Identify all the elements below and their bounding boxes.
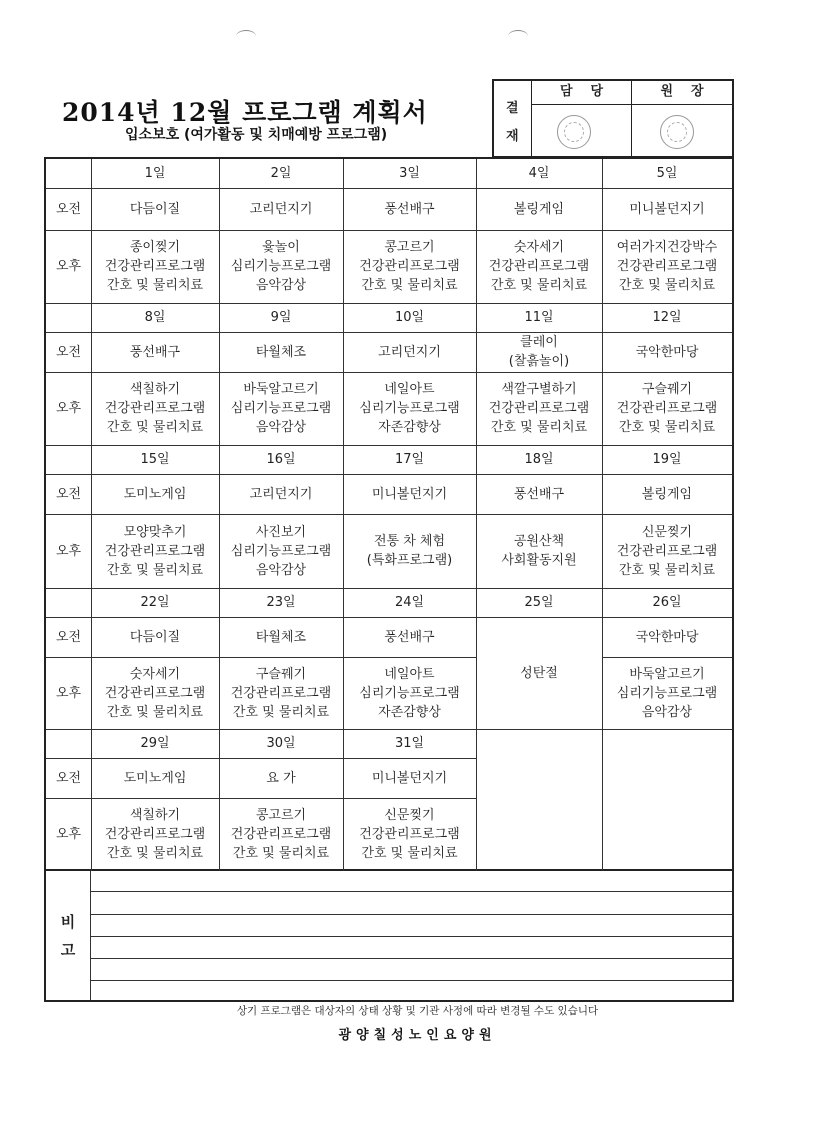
morning-activity-cell [343, 617, 476, 657]
staff-seal-stamp [557, 115, 591, 149]
row-label-afternoon-line: 오후 [55, 685, 82, 701]
remarks-line [91, 936, 732, 937]
remarks-line [91, 958, 732, 959]
row-label-afternoon [46, 657, 91, 729]
punch-hole-right [508, 30, 528, 43]
afternoon-activity-cell-line: 간호 및 물리치료 [232, 846, 330, 861]
afternoon-activity-cell-line: 건강관리프로그램 [104, 827, 206, 842]
afternoon-activity-cell-line: 색칠하기 [129, 382, 181, 397]
row-label-afternoon [46, 230, 91, 303]
afternoon-activity-cell-line: 건강관리프로그램 [104, 685, 206, 701]
row-label-morning [46, 474, 91, 514]
afternoon-activity-cell-line: 간호 및 물리치료 [232, 704, 330, 720]
morning-activity-cell [219, 617, 343, 657]
afternoon-activity-cell-line: 건강관리프로그램 [359, 827, 460, 842]
remarks-label [46, 871, 91, 1000]
afternoon-activity-cell-line: 사회활동지원 [501, 553, 577, 568]
approval-col-staff-header: 담당 [532, 81, 631, 105]
morning-activity-cell-line: 도미노게임 [123, 486, 187, 502]
afternoon-activity-cell-line: 건강관리프로그램 [104, 543, 206, 559]
afternoon-activity-cell-line: 간호 및 물리치료 [618, 278, 716, 293]
afternoon-activity-cell-line: 간호 및 물리치료 [106, 704, 204, 720]
afternoon-activity-cell [91, 372, 219, 445]
morning-activity-cell-line: 클레이 [520, 335, 558, 350]
remarks-section [44, 871, 734, 1002]
date-cell-line: 8일 [144, 310, 166, 325]
approval-col-director [632, 81, 732, 156]
morning-activity-cell-line: 볼링게임 [513, 201, 565, 217]
schedule-table [44, 157, 734, 871]
date-cell-line: 16일 [266, 452, 296, 467]
date-cell-line: 25일 [524, 595, 554, 610]
morning-activity-cell-line: 풍선배구 [384, 629, 435, 645]
afternoon-activity-cell-line: 심리기능프로그램 [359, 401, 460, 416]
date-cell-line: 4일 [528, 166, 550, 181]
afternoon-activity-cell [91, 798, 219, 871]
row-label-morning [46, 332, 91, 372]
morning-activity-cell [602, 617, 732, 657]
afternoon-activity-cell-line: 간호 및 물리치료 [106, 278, 204, 293]
date-cell [602, 588, 732, 617]
afternoon-activity-cell-line: 간호 및 물리치료 [490, 420, 588, 435]
row-label-afternoon-line: 오후 [55, 401, 82, 416]
afternoon-activity-cell-line: 간호 및 물리치료 [490, 278, 588, 293]
afternoon-activity-cell [602, 372, 732, 445]
date-cell [219, 303, 343, 332]
page-title: 2014년 12월 프로그램 계획서 [62, 98, 428, 127]
morning-activity-cell-line: 도미노게임 [123, 770, 187, 786]
date-cell [602, 445, 732, 474]
date-cell [91, 588, 219, 617]
director-seal-stamp [660, 115, 694, 149]
morning-activity-cell-line: 풍선배구 [384, 201, 435, 217]
afternoon-activity-cell-line: 건강관리프로그램 [616, 543, 718, 559]
morning-activity-cell-line: 요 가 [266, 770, 296, 786]
morning-activity-cell-line: 고리던지기 [249, 201, 313, 217]
remarks-line [91, 891, 732, 892]
morning-activity-cell [91, 758, 219, 798]
morning-activity-cell-line: 다듬이질 [129, 201, 181, 217]
afternoon-activity-cell-line: 바둑알고르기 [629, 666, 705, 682]
afternoon-activity-cell [476, 230, 602, 303]
morning-activity-cell-line: 타월체조 [255, 629, 307, 645]
morning-activity-cell [219, 332, 343, 372]
afternoon-activity-cell-line: 여러가지건강박수 [616, 240, 718, 255]
afternoon-activity-cell-line: 간호 및 물리치료 [618, 420, 716, 435]
afternoon-activity-cell-line: 간호 및 물리치료 [106, 562, 204, 578]
morning-activity-cell [602, 188, 732, 230]
afternoon-activity-cell-line: 구슬꿰기 [641, 382, 693, 397]
morning-activity-cell [219, 758, 343, 798]
afternoon-activity-cell [602, 514, 732, 588]
approval-col-director-header: 원장 [632, 81, 732, 105]
date-cell [476, 588, 602, 617]
punch-hole-left [236, 30, 256, 43]
afternoon-activity-cell-line: 건강관리프로그램 [104, 401, 206, 416]
afternoon-activity-cell-line: 건강관리프로그램 [616, 401, 718, 416]
morning-activity-cell [602, 474, 732, 514]
date-cell-line: 5일 [656, 166, 678, 181]
row-label-afternoon [46, 372, 91, 445]
morning-activity-cell-line: 타월체조 [255, 344, 307, 360]
afternoon-activity-cell [91, 514, 219, 588]
date-cell [219, 588, 343, 617]
approval-box [492, 79, 734, 158]
date-cell-line: 9일 [270, 310, 292, 325]
morning-activity-cell-line: 다듬이질 [129, 629, 181, 645]
date-cell [343, 588, 476, 617]
afternoon-activity-cell [219, 657, 343, 729]
afternoon-activity-cell-line: 자존감향상 [378, 704, 441, 720]
afternoon-activity-cell-line: 간호 및 물리치료 [106, 846, 204, 861]
morning-activity-cell [343, 188, 476, 230]
morning-activity-cell [91, 474, 219, 514]
afternoon-activity-cell-line: 음악감상 [641, 704, 693, 720]
row-label-morning-line: 오전 [55, 201, 82, 217]
afternoon-activity-cell-line: 신문찢기 [384, 808, 435, 823]
date-cell [476, 445, 602, 474]
afternoon-activity-cell-line: 건강관리프로그램 [230, 685, 332, 701]
remarks-label-char-2: 고 [60, 940, 76, 959]
footer-organization: 광양칠성노인요양원 [338, 1028, 497, 1043]
date-cell [91, 159, 219, 188]
afternoon-activity-cell-line: 신문찢기 [641, 524, 693, 540]
afternoon-activity-cell [91, 657, 219, 729]
afternoon-activity-cell-line: 간호 및 물리치료 [361, 278, 458, 293]
afternoon-activity-cell-line: 사진보기 [255, 524, 307, 540]
afternoon-activity-cell [343, 657, 476, 729]
afternoon-activity-cell-line: 모양맞추기 [123, 524, 187, 540]
afternoon-activity-cell-line: 네일아트 [384, 666, 435, 682]
date-cell-line: 26일 [652, 595, 682, 610]
afternoon-activity-cell-line: 심리기능프로그램 [359, 685, 460, 701]
morning-activity-cell-line: 풍선배구 [513, 486, 565, 502]
afternoon-activity-cell [219, 514, 343, 588]
approval-label-bottom: 재 [506, 129, 519, 144]
morning-activity-cell [476, 332, 602, 372]
row-label-morning-line: 오전 [55, 770, 82, 786]
afternoon-activity-cell-line: 종이찢기 [129, 240, 181, 255]
afternoon-activity-cell-line: 숫자세기 [129, 666, 181, 682]
afternoon-activity-cell-line: 콩고르기 [255, 808, 307, 823]
afternoon-activity-cell-line: 심리기능프로그램 [230, 259, 332, 274]
row-label-morning-line: 오전 [55, 486, 82, 502]
remarks-line [91, 980, 732, 981]
afternoon-activity-cell [602, 230, 732, 303]
morning-activity-cell-line: 미니볼던지기 [629, 201, 705, 217]
afternoon-activity-cell-line: 간호 및 물리치료 [106, 420, 204, 435]
remarks-label-char-1: 비 [60, 912, 76, 931]
row-label-afternoon-line: 오후 [55, 827, 82, 842]
afternoon-activity-cell [476, 514, 602, 588]
afternoon-activity-cell [343, 372, 476, 445]
date-cell [476, 303, 602, 332]
morning-activity-cell [91, 617, 219, 657]
afternoon-activity-cell-line: 네일아트 [384, 382, 435, 397]
date-cell [602, 303, 732, 332]
morning-activity-cell-line: 볼링게임 [641, 486, 693, 502]
approval-label-top: 결 [506, 101, 519, 116]
footer-disclaimer: 상기 프로그램은 대상자의 상태 상황 및 기관 사정에 따라 변경될 수도 있습니다 [236, 1005, 599, 1017]
row-label-afternoon [46, 514, 91, 588]
remarks-line [91, 914, 732, 915]
morning-activity-cell-line: 국악한마당 [635, 344, 699, 360]
holiday-cell [476, 617, 602, 729]
afternoon-activity-cell [343, 230, 476, 303]
row-label-morning [46, 188, 91, 230]
morning-activity-cell [219, 188, 343, 230]
date-cell-line: 1일 [144, 166, 166, 181]
date-cell [219, 159, 343, 188]
morning-activity-cell-line: 고리던지기 [378, 344, 441, 360]
date-cell-line: 15일 [140, 452, 170, 467]
afternoon-activity-cell-line: 심리기능프로그램 [230, 543, 332, 559]
morning-activity-cell [91, 188, 219, 230]
morning-activity-cell-line: 국악한마당 [635, 629, 699, 645]
afternoon-activity-cell-line: 색칠하기 [129, 808, 181, 823]
date-cell [219, 729, 343, 758]
afternoon-activity-cell-line: 공원산책 [513, 534, 565, 549]
afternoon-activity-cell-line: 콩고르기 [384, 240, 435, 255]
afternoon-activity-cell-line: 건강관리프로그램 [230, 827, 332, 842]
row-label-afternoon-line: 오후 [55, 259, 82, 274]
afternoon-activity-cell [219, 798, 343, 871]
afternoon-activity-cell [602, 657, 732, 729]
date-cell-line: 12일 [652, 310, 682, 325]
morning-activity-cell-line: 미니볼던지기 [371, 486, 448, 502]
holiday-cell-line: 성탄절 [520, 665, 558, 681]
approval-label [494, 81, 532, 156]
afternoon-activity-cell [219, 230, 343, 303]
afternoon-activity-cell-line: 건강관리프로그램 [488, 259, 590, 274]
date-cell [343, 303, 476, 332]
morning-activity-cell-line: 미니볼던지기 [371, 770, 448, 786]
afternoon-activity-cell-line: 간호 및 물리치료 [361, 846, 458, 861]
morning-activity-cell [343, 758, 476, 798]
row-label-afternoon [46, 798, 91, 871]
morning-activity-cell [602, 332, 732, 372]
morning-activity-cell [343, 474, 476, 514]
date-cell [476, 159, 602, 188]
afternoon-activity-cell [476, 372, 602, 445]
date-cell-line: 31일 [394, 736, 425, 751]
afternoon-activity-cell-line: 건강관리프로그램 [359, 259, 460, 274]
afternoon-activity-cell-line: 색깔구별하기 [501, 382, 577, 397]
afternoon-activity-cell-line: (특화프로그램) [366, 553, 453, 568]
date-cell-line: 22일 [140, 595, 170, 610]
row-label-morning-line: 오전 [55, 629, 82, 645]
row-label-afternoon-line: 오후 [55, 543, 82, 559]
afternoon-activity-cell-line: 심리기능프로그램 [230, 401, 332, 416]
approval-col-staff [532, 81, 632, 156]
afternoon-activity-cell [343, 798, 476, 871]
afternoon-activity-cell-line: 전통 차 체험 [373, 534, 446, 549]
date-cell [91, 303, 219, 332]
date-cell-line: 24일 [394, 595, 425, 610]
date-cell-line: 23일 [266, 595, 296, 610]
morning-activity-cell-line: (찰흙놀이) [508, 354, 570, 369]
page-subtitle: 입소보호 (여가활동 및 치매예방 프로그램) [125, 127, 388, 143]
afternoon-activity-cell-line: 심리기능프로그램 [616, 685, 718, 701]
row-label-morning [46, 617, 91, 657]
row-label-morning-line: 오전 [55, 344, 82, 360]
date-cell [343, 729, 476, 758]
date-cell-line: 18일 [524, 452, 554, 467]
date-cell [343, 445, 476, 474]
morning-activity-cell-line: 고리던지기 [249, 486, 313, 502]
morning-activity-cell [476, 188, 602, 230]
date-cell [602, 159, 732, 188]
date-cell-line: 19일 [652, 452, 682, 467]
morning-activity-cell [91, 332, 219, 372]
date-cell-line: 11일 [524, 310, 554, 325]
afternoon-activity-cell-line: 간호 및 물리치료 [618, 562, 716, 578]
afternoon-activity-cell-line: 윷놀이 [262, 240, 300, 255]
afternoon-activity-cell-line: 음악감상 [255, 562, 307, 578]
afternoon-activity-cell-line: 음악감상 [255, 420, 307, 435]
date-cell-line: 30일 [266, 736, 296, 751]
date-cell-line: 2일 [270, 166, 292, 181]
row-label-morning [46, 758, 91, 798]
date-cell-line: 17일 [394, 452, 425, 467]
morning-activity-cell-line: 풍선배구 [129, 344, 181, 360]
date-cell [91, 729, 219, 758]
afternoon-activity-cell-line: 구슬꿰기 [255, 666, 307, 682]
afternoon-activity-cell [91, 230, 219, 303]
morning-activity-cell [343, 332, 476, 372]
date-cell-line: 10일 [394, 310, 425, 325]
afternoon-activity-cell-line: 건강관리프로그램 [488, 401, 590, 416]
afternoon-activity-cell-line: 바둑알고르기 [243, 382, 319, 397]
date-cell [343, 159, 476, 188]
afternoon-activity-cell-line: 숫자세기 [513, 240, 565, 255]
date-cell [91, 445, 219, 474]
afternoon-activity-cell-line: 음악감상 [255, 278, 307, 293]
afternoon-activity-cell [219, 372, 343, 445]
morning-activity-cell [476, 474, 602, 514]
date-cell-line: 29일 [140, 736, 170, 751]
morning-activity-cell [219, 474, 343, 514]
afternoon-activity-cell [343, 514, 476, 588]
afternoon-activity-cell-line: 건강관리프로그램 [104, 259, 206, 274]
afternoon-activity-cell-line: 자존감향상 [378, 420, 441, 435]
afternoon-activity-cell-line: 건강관리프로그램 [616, 259, 718, 274]
date-cell-line: 3일 [399, 166, 420, 181]
date-cell [219, 445, 343, 474]
